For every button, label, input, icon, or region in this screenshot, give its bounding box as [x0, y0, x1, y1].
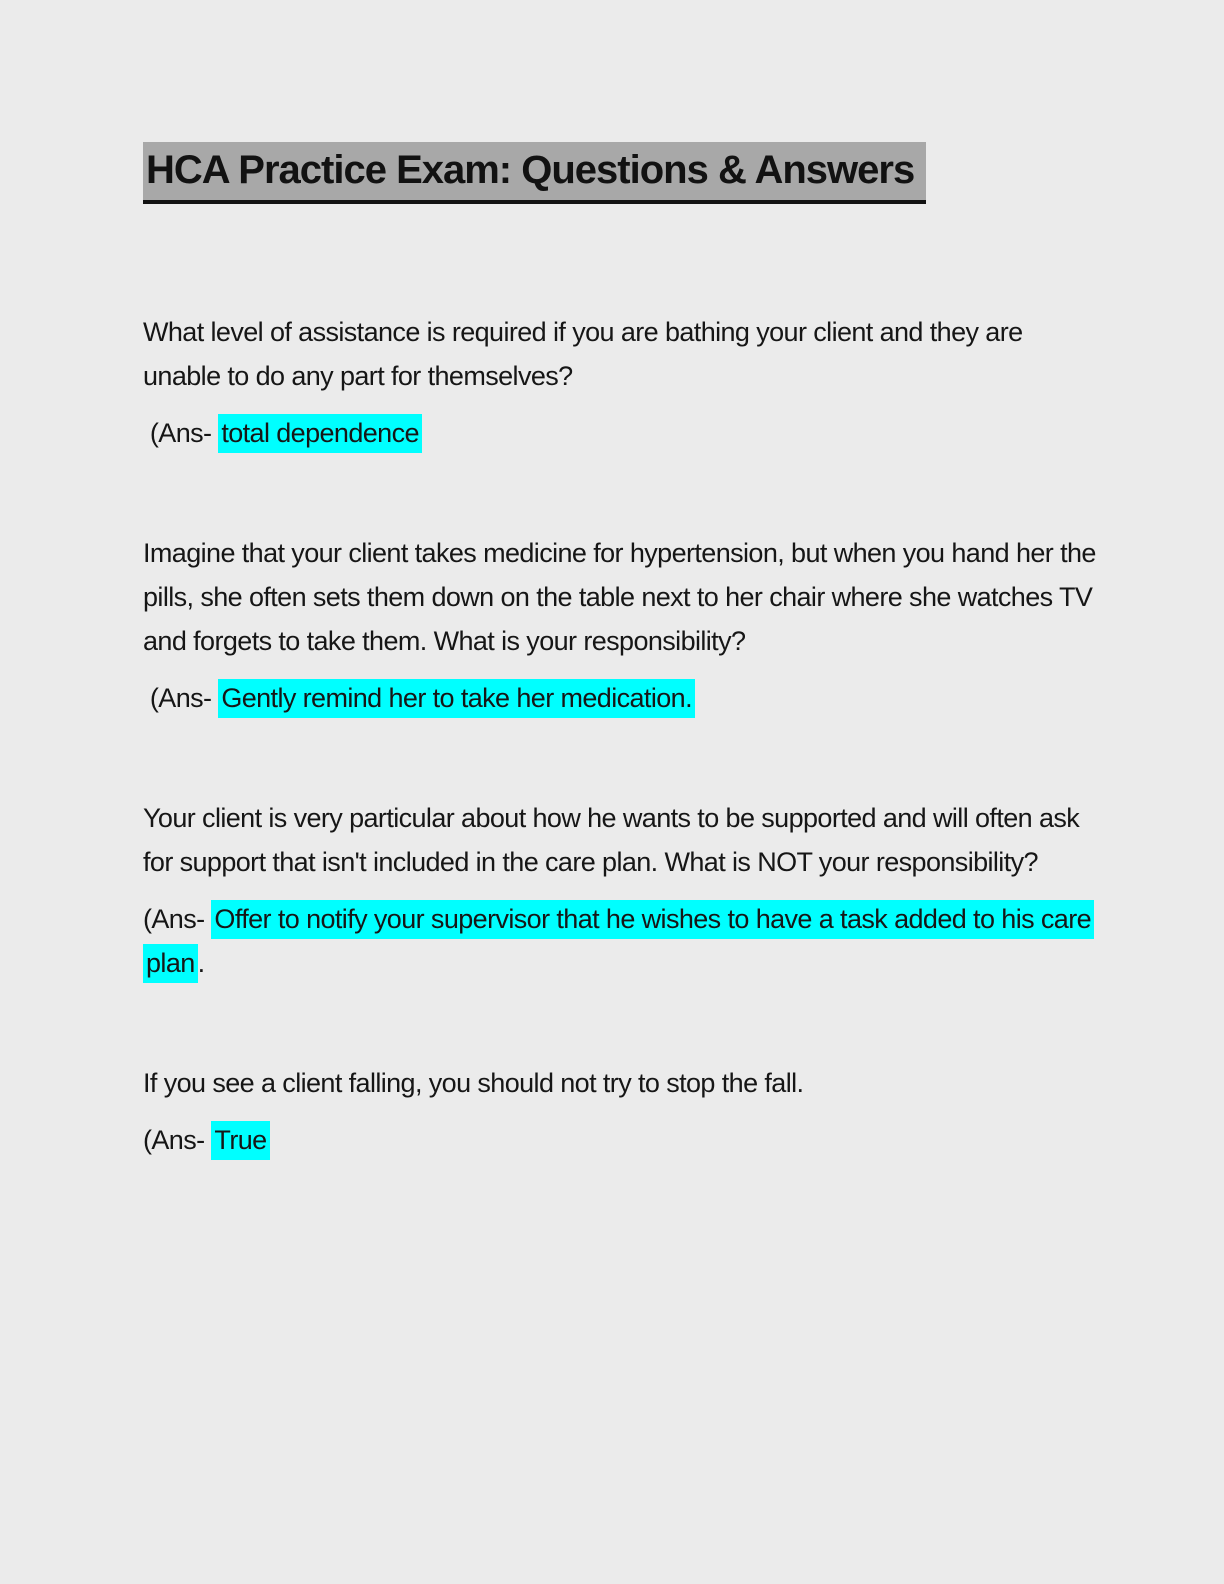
answer-highlight-2: Gently remind her to take her medication. — [218, 679, 695, 718]
answer-prefix-1: (Ans- — [143, 418, 219, 448]
answer-line-4 — [143, 1118, 1103, 1162]
qa-block-4 — [143, 1061, 1103, 1162]
qa-block-1 — [143, 310, 1103, 455]
question-text-4: If you see a client falling, you should not try to stop the fall. — [143, 1068, 804, 1098]
answer-highlight-4: True — [211, 1121, 269, 1160]
question-text-2: Imagine that your client takes medicine for hypertension, but when you hand her the pills, she often sets them down on the table next to her chair where she watches TV and forgets to take them. What is your responsibility? — [143, 538, 1096, 656]
question-text-3: Your client is very particular about how he wants to be supported and will often ask for support that isn't included in the care plan. What is NOT your responsibility? — [143, 803, 1080, 877]
answer-line-1 — [143, 411, 1103, 455]
answer-highlight-1: total dependence — [218, 414, 422, 453]
qa-block-3 — [143, 796, 1103, 985]
question-text-1: What level of assistance is required if you are bathing your client and they are unable to do any part for themselves? — [143, 317, 1023, 391]
answer-prefix-3: (Ans- — [143, 904, 212, 934]
page-title-text: HCA Practice Exam: Questions & Answers — [143, 142, 926, 204]
answer-line-2 — [143, 676, 1103, 720]
answer-highlight-3: Offer to notify your supervisor that he wishes to have a task added to his care plan — [143, 900, 1094, 983]
answer-prefix-4: (Ans- — [143, 1125, 212, 1155]
answer-suffix-3: . — [197, 948, 205, 978]
answer-line-3 — [143, 897, 1103, 985]
page-title — [143, 142, 1103, 204]
answer-prefix-2: (Ans- — [143, 683, 219, 713]
qa-list — [143, 310, 1103, 1162]
qa-block-2 — [143, 531, 1103, 720]
